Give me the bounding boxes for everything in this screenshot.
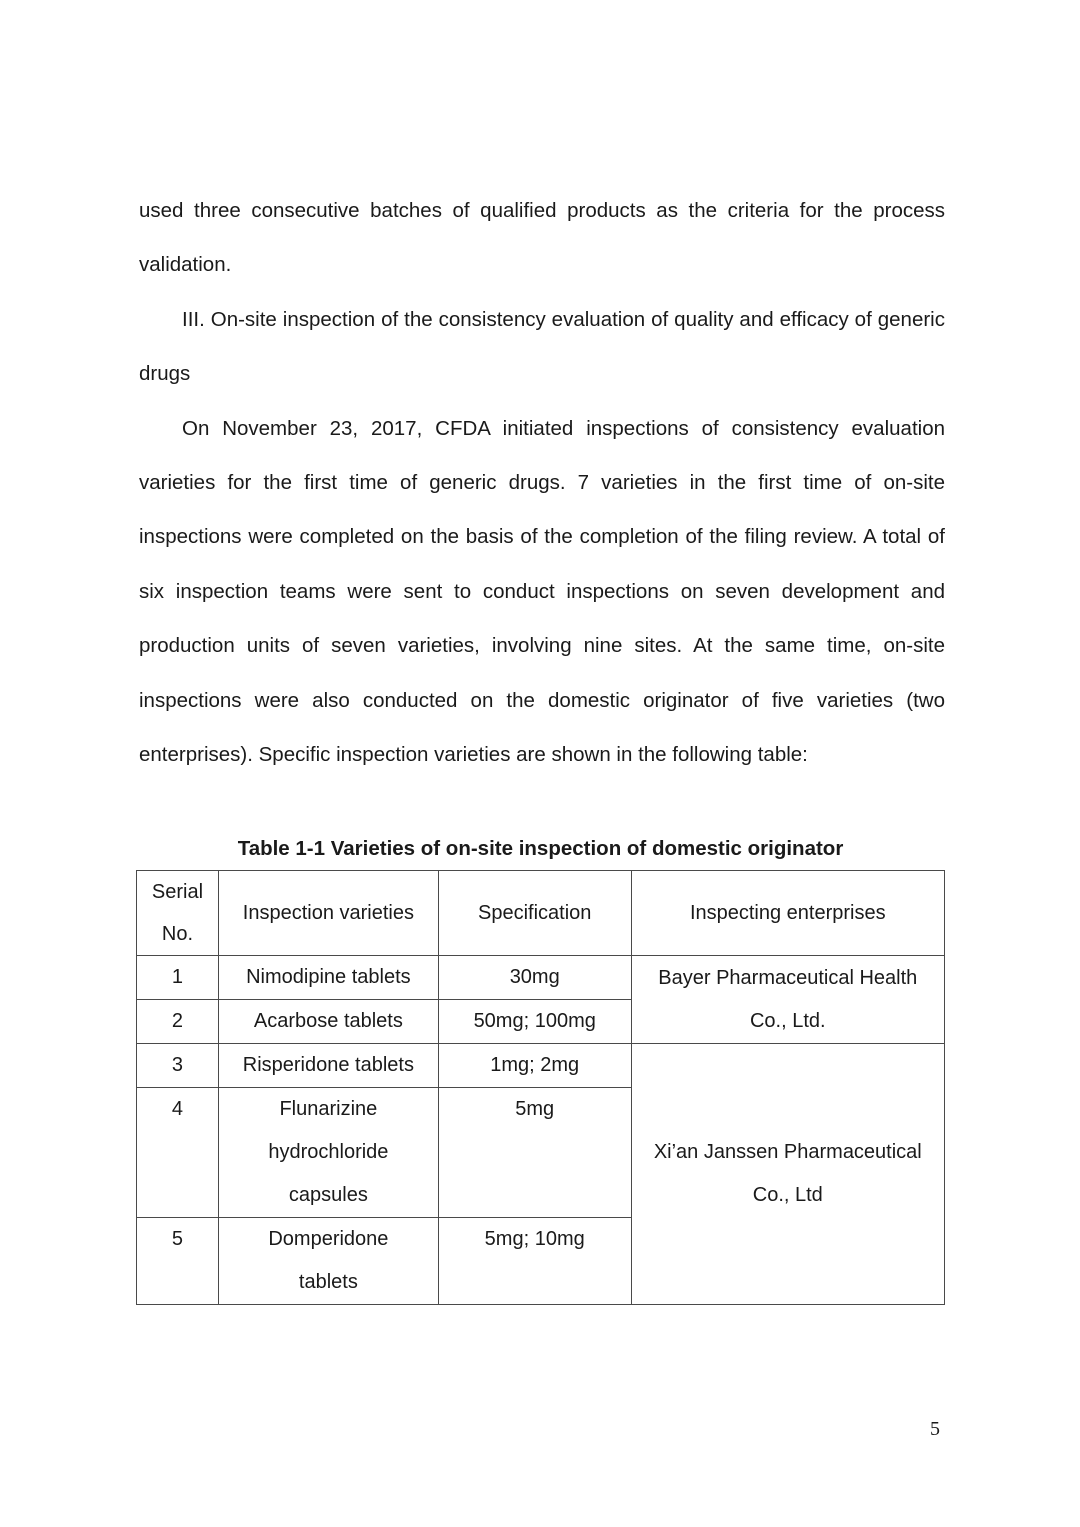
spec-cell: 5mg [438,1088,631,1218]
section-heading: III. On-site inspection of the consistency evaluation of quality and efficacy of generic drugs [139,307,945,386]
spec-cell: 1mg; 2mg [438,1044,631,1088]
serial-cell: 2 [137,1000,219,1044]
body-text [139,184,945,782]
header-inspecting-enterprises: Inspecting enterprises [631,871,944,956]
variety-cell: Flunarizine hydrochloride capsules [218,1088,438,1218]
table-row [137,1044,945,1088]
inspection-table [136,870,945,1305]
serial-cell: 5 [137,1218,219,1305]
header-serial-no: Serial No. [137,871,219,956]
variety-cell: Nimodipine tablets [218,956,438,1000]
paragraph: On November 23, 2017, CFDA initiated inspections of consistency evaluation varieties for the first time of generic drugs. 7 varieties in the first time of on-site inspections were completed on the basis of the completion of the filing review. A total of six inspection teams were sent to conduct inspections on seven development and production units of seven varieties, involving nine sites. At the same time, on-site inspections were also conducted on the domestic originator of five varieties (two enterprises). Specific inspection varieties are shown in the following table: [139,416,945,767]
enterprise-cell: Xi’an Janssen Pharmaceutical Co., Ltd [631,1044,944,1305]
table-header-row [137,871,945,956]
spec-cell: 30mg [438,956,631,1000]
table-caption: Table 1-1 Varieties of on-site inspection of domestic originator [237,837,844,860]
serial-cell: 1 [137,956,219,1000]
header-inspection-varieties: Inspection varieties [218,871,438,956]
page-number: 5 [930,1418,940,1440]
spec-cell: 50mg; 100mg [438,1000,631,1044]
header-specification: Specification [438,871,631,956]
paragraph: used three consecutive batches of qualified products as the criteria for the process validation. [139,199,945,277]
variety-cell: Acarbose tablets [218,1000,438,1044]
variety-cell: Risperidone tablets [218,1044,438,1088]
variety-cell: Domperidone tablets [218,1218,438,1305]
serial-cell: 3 [137,1044,219,1088]
serial-cell: 4 [137,1088,219,1218]
enterprise-cell: Bayer Pharmaceutical Health Co., Ltd. [631,956,944,1044]
spec-cell: 5mg; 10mg [438,1218,631,1305]
table-row [137,956,945,1000]
